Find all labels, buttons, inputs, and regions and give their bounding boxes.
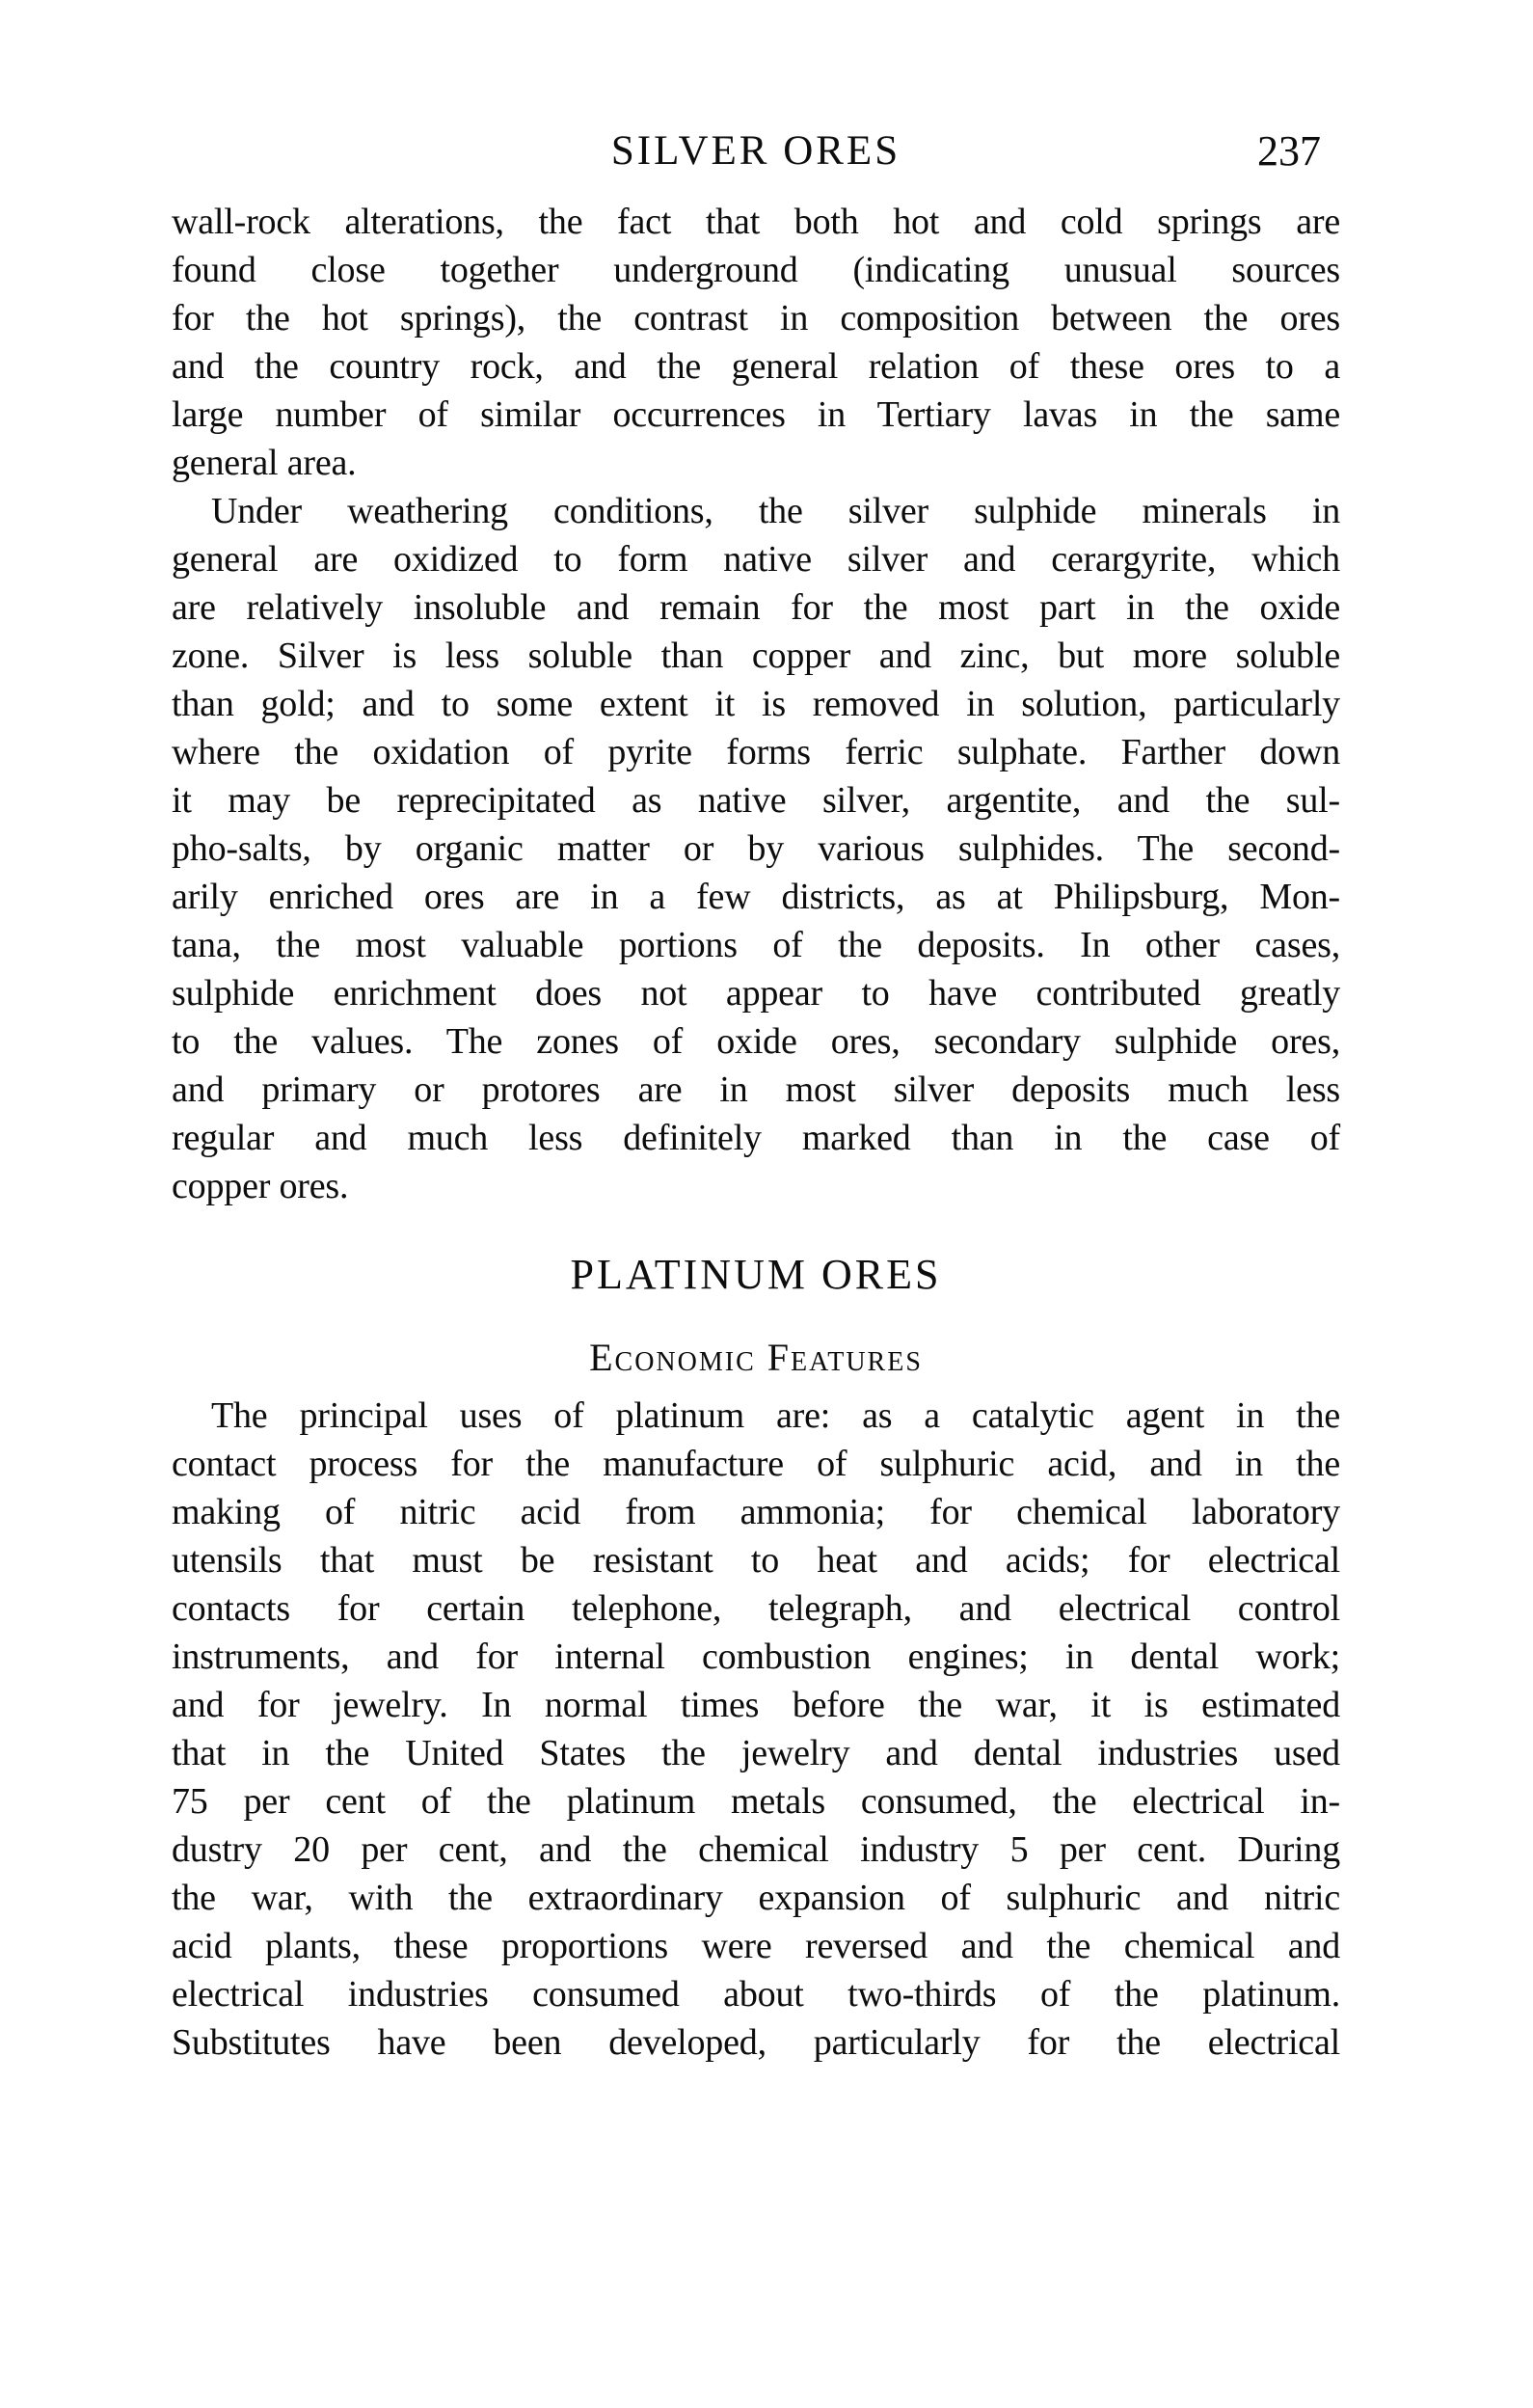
text-line: pho-salts, by organic matter or by various sulphides. The second-: [172, 828, 1340, 869]
text-line: the war, with the extraordinary expansion of sulphuric and nitric: [172, 1878, 1340, 1918]
text-line: 75 per cent of the platinum metals consumed, the electrical in-: [172, 1781, 1340, 1822]
text-line: Substitutes have been developed, particularly for the electrical: [172, 2022, 1340, 2063]
text-line: electrical industries consumed about two-thirds of the platinum.: [172, 1974, 1340, 2015]
text-block: [172, 198, 1340, 2067]
text-line: it may be reprecipitated as native silver, argentite, and the sul-: [172, 780, 1340, 821]
text-line: contact process for the manufacture of sulphuric acid, and in the: [172, 1444, 1340, 1484]
text-line: general area.: [172, 443, 357, 483]
paragraph-2: [172, 487, 1340, 1210]
text-line: to the values. The zones of oxide ores, secondary sulphide ores,: [172, 1021, 1340, 1062]
text-line: regular and much less definitely marked than in the case of: [172, 1118, 1340, 1158]
text-line: and for jewelry. In normal times before the war, it is estimated: [172, 1685, 1340, 1725]
text-line: where the oxidation of pyrite forms ferric sulphate. Farther down: [172, 732, 1340, 772]
text-line: wall-rock alterations, the fact that both hot and cold springs are: [172, 202, 1340, 242]
paragraph-3: [172, 1392, 1340, 2067]
running-title: SILVER ORES: [610, 128, 901, 174]
paragraph-1: [172, 198, 1340, 487]
text-line: that in the United States the jewelry and dental industries used: [172, 1733, 1340, 1773]
text-line: making of nitric acid from ammonia; for chemical laboratory: [172, 1492, 1340, 1532]
section-heading: PLATINUM ORES: [570, 1251, 942, 1298]
text-line: and the country rock, and the general relation of these ores to a: [172, 346, 1340, 387]
text-line: large number of similar occurrences in Tertiary lavas in the same: [172, 394, 1340, 435]
text-line: instruments, and for internal combustion engines; in dental work;: [172, 1637, 1340, 1677]
text-line: tana, the most valuable portions of the deposits. In other cases,: [172, 925, 1340, 965]
page-number: 237: [1257, 127, 1321, 175]
section-subheading: Economic Features: [589, 1336, 923, 1379]
text-line: are relatively insoluble and remain for the most part in the oxide: [172, 587, 1340, 628]
text-line: sulphide enrichment does not appear to have contributed greatly: [172, 973, 1340, 1014]
text-line: and primary or protores are in most silver deposits much less: [172, 1069, 1340, 1110]
text-line: acid plants, these proportions were reversed and the chemical and: [172, 1926, 1340, 1966]
page-header: [172, 127, 1340, 176]
text-line: arily enriched ores are in a few districts, as at Philipsburg, Mon-: [172, 877, 1340, 917]
text-line: zone. Silver is less soluble than copper and zinc, but more soluble: [172, 636, 1340, 676]
text-line: found close together underground (indicating unusual sources: [172, 250, 1340, 290]
text-line: Under weathering conditions, the silver sulphide minerals in: [211, 491, 1340, 531]
text-line: contacts for certain telephone, telegraph, and electrical control: [172, 1588, 1340, 1629]
text-line: utensils that must be resistant to heat and acids; for electrical: [172, 1540, 1340, 1581]
text-line: dustry 20 per cent, and the chemical industry 5 per cent. During: [172, 1829, 1340, 1870]
text-line: for the hot springs), the contrast in composition between the ores: [172, 298, 1340, 338]
text-line: than gold; and to some extent it is removed in solution, particularly: [172, 684, 1340, 724]
text-line: general are oxidized to form native silver and cerargyrite, which: [172, 539, 1340, 580]
text-line: The principal uses of platinum are: as a catalytic agent in the: [211, 1395, 1340, 1436]
text-line: copper ores.: [172, 1166, 349, 1206]
